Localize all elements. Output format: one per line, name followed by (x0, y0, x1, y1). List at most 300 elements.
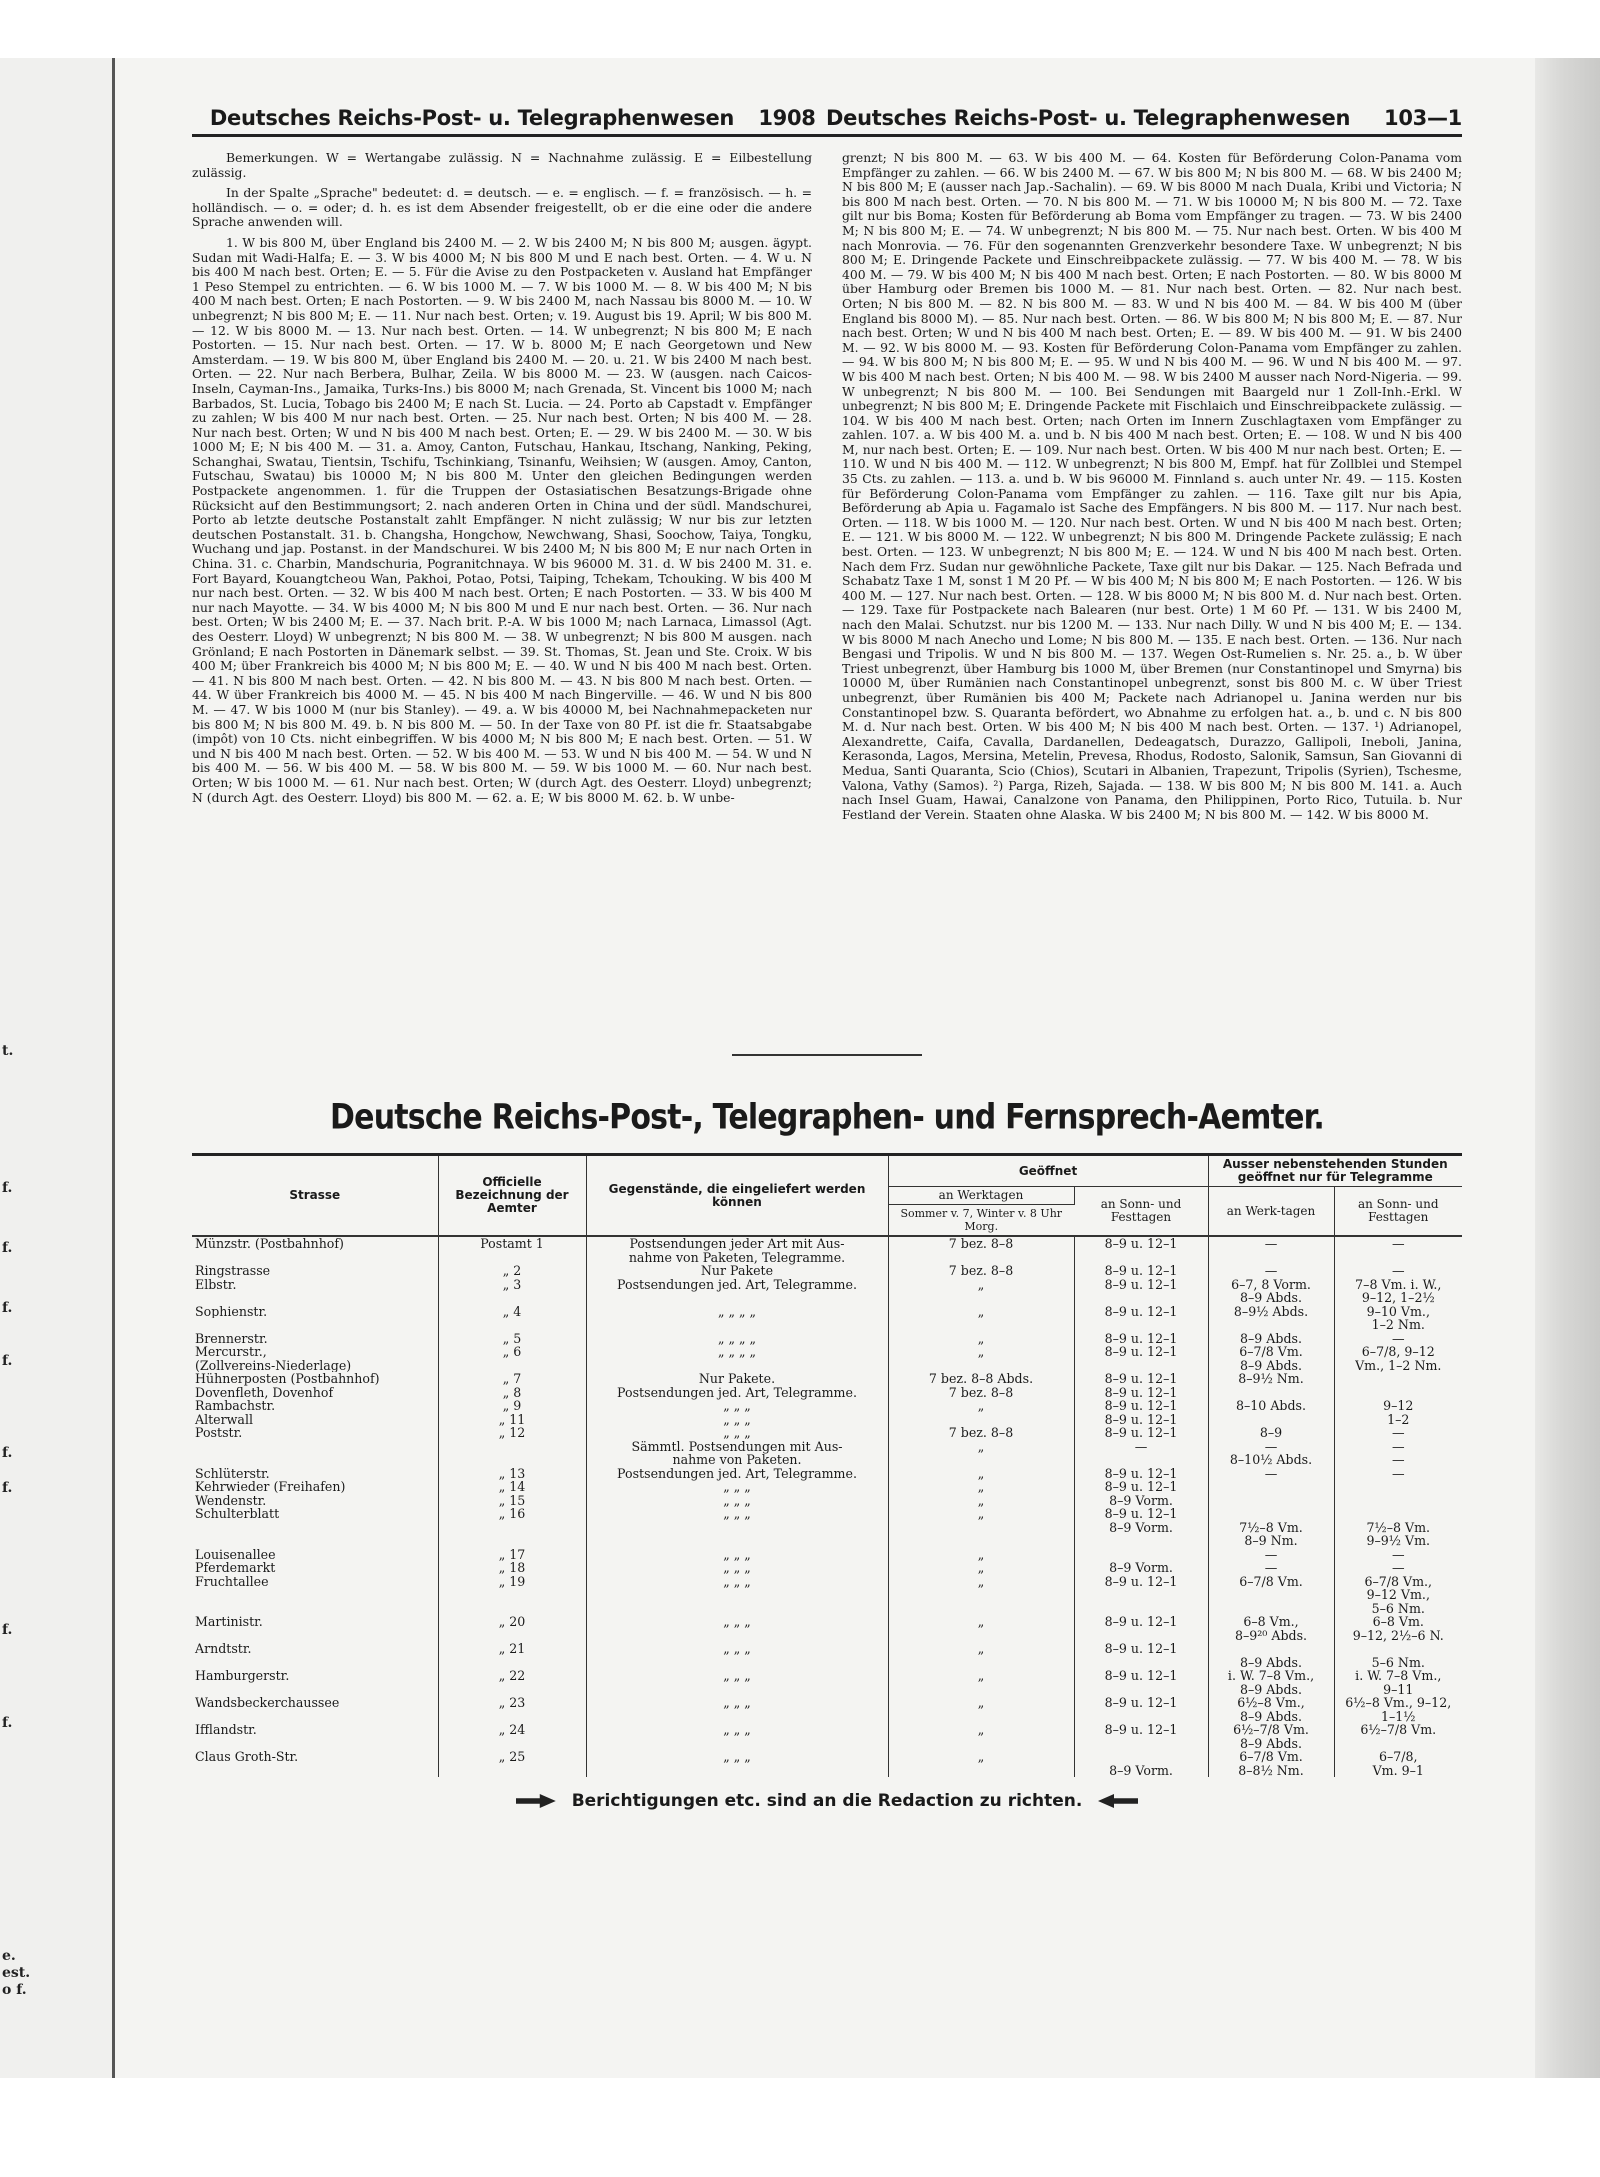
cell-official: „ 24 (438, 1723, 586, 1737)
cell-street: Rambachstr. (192, 1399, 438, 1413)
cell-items (586, 1737, 888, 1751)
cell-official: „ 25 (438, 1750, 586, 1764)
cell-extra-weekdays: 8–9 Abds. (1208, 1332, 1334, 1346)
cell-extra-weekdays: 8–9 Abds. (1208, 1656, 1334, 1670)
cell-sundays: 8–9 Vorm. (1074, 1764, 1208, 1778)
cell-extra-sundays: 7–8 Vm. i. W., (1355, 1276, 1442, 1292)
cell-official: „ 7 (438, 1372, 586, 1386)
table-row (192, 1548, 1462, 1562)
cell-extra-sundays: 6–7/8, (1378, 1749, 1418, 1764)
cell-weekdays: 7 bez. 8–8 (888, 1426, 1074, 1440)
cell-weekdays (888, 1453, 1074, 1467)
cell-extra-sundays: 6–8 Vm. (1372, 1614, 1424, 1629)
cell-sundays (1074, 1291, 1208, 1305)
cell-street: Martinistr. (192, 1615, 438, 1629)
cell-official (438, 1251, 586, 1265)
table-row (192, 1359, 1462, 1373)
cell-street: Alterwall (192, 1413, 438, 1427)
cell-items: „ „ „ (586, 1548, 888, 1562)
table-row (192, 1575, 1462, 1589)
cell-weekdays (888, 1737, 1074, 1751)
header-right-title: Deutsches Reichs-Post- u. Telegraphenwesen (826, 106, 1351, 130)
table-row (192, 1332, 1462, 1346)
table-row (192, 1750, 1462, 1764)
cell-extra-sundays: 9–12, 2½–6 N. (1352, 1627, 1444, 1643)
cell-extra-sundays: 9–10 Vm., (1366, 1303, 1430, 1319)
cell-items: Sämmtl. Postsendungen mit Aus- (586, 1440, 888, 1454)
cell-extra-weekdays (1208, 1480, 1334, 1494)
header-extra-weekdays: an Werk-tagen (1208, 1187, 1334, 1237)
cell-official (438, 1710, 586, 1724)
cell-extra-sundays: 9–12 (1383, 1398, 1414, 1413)
cell-extra-sundays: 1–2 Nm. (1371, 1317, 1425, 1332)
cell-street: Kehrwieder (Freihafen) (192, 1480, 438, 1494)
cell-extra-sundays (1334, 1642, 1462, 1656)
cell-official (438, 1602, 586, 1616)
cell-street (192, 1710, 438, 1724)
table-row (192, 1615, 1462, 1629)
cell-extra-weekdays: 6–7/8 Vm. (1208, 1575, 1334, 1589)
table-row (192, 1764, 1462, 1778)
cell-items (586, 1710, 888, 1724)
cell-official (438, 1737, 586, 1751)
cell-items (586, 1683, 888, 1697)
cell-extra-sundays: Vm. 9–1 (1372, 1762, 1424, 1778)
header-season: Sommer v. 7, Winter v. 8 Uhr Morg. (888, 1205, 1074, 1237)
cell-extra-weekdays: — (1208, 1561, 1334, 1575)
cell-weekdays: „ (888, 1642, 1074, 1656)
margin-mark: f. (2, 1622, 13, 1638)
cell-items: nahme von Paketen, Telegramme. (586, 1251, 888, 1265)
cell-street: Ifflandstr. (192, 1723, 438, 1737)
cell-extra-weekdays: 8–9 (1208, 1426, 1334, 1440)
table-row (192, 1737, 1462, 1751)
cell-official (438, 1318, 586, 1332)
cell-official: „ 12 (438, 1426, 586, 1440)
header-left-title: Deutsches Reichs-Post- u. Telegraphenwesen (209, 106, 735, 130)
cell-items: „ „ „ „ (586, 1345, 888, 1359)
cell-official (438, 1683, 586, 1697)
table-row (192, 1278, 1462, 1292)
cell-street (192, 1453, 438, 1467)
cell-weekdays: „ (888, 1278, 1074, 1292)
cell-extra-weekdays (1208, 1413, 1334, 1427)
cell-sundays: 8–9 Vorm. (1074, 1521, 1208, 1535)
cell-official: „ 14 (438, 1480, 586, 1494)
notes-column-left (192, 151, 812, 1026)
cell-street (192, 1521, 438, 1535)
cell-extra-sundays: — (1391, 1438, 1405, 1454)
cell-items: „ „ „ (586, 1615, 888, 1629)
cell-extra-weekdays: 8–9 Nm. (1208, 1534, 1334, 1548)
cell-official: „ 5 (438, 1332, 586, 1346)
table-row (192, 1656, 1462, 1670)
cell-extra-sundays: — (1391, 1546, 1405, 1562)
cell-official: „ 13 (438, 1467, 586, 1481)
cell-extra-sundays (1334, 1251, 1462, 1265)
cell-extra-weekdays: 8–9 Abds. (1208, 1359, 1334, 1373)
margin-mark: f. (2, 1445, 13, 1461)
cell-official: „ 3 (438, 1278, 586, 1292)
table-row (192, 1467, 1462, 1481)
cell-extra-weekdays: 6–7/8 Vm. (1208, 1750, 1334, 1764)
table-row (192, 1386, 1462, 1400)
table-title: Deutsche Reichs-Post-, Telegraphen- und Fernsprech-Aemter. (330, 1097, 1324, 1138)
cell-weekdays: „ (888, 1399, 1074, 1413)
page-edge-shadow (1535, 58, 1600, 2078)
cell-items (586, 1602, 888, 1616)
margin-mark: o f. (2, 1982, 27, 1998)
cell-official: „ 22 (438, 1669, 586, 1683)
cell-street (192, 1251, 438, 1265)
cell-street (192, 1683, 438, 1697)
cell-official (438, 1453, 586, 1467)
header-open-weekdays: an Werktagen (888, 1187, 1074, 1205)
notes-columns (192, 151, 1462, 1026)
cell-items (586, 1521, 888, 1535)
cell-sundays: — (1074, 1440, 1208, 1454)
table-row (192, 1710, 1462, 1724)
cell-official (438, 1534, 586, 1548)
notes-footnotes-1: 1. W bis 800 M, über England bis 2400 M. — 2. W bis 2400 M; N bis 800 M; ausgen. ägypt. Sudan mit Wadi-Halfa; E. — 3. W bis 4000 M; N bis 800 M und E nach best. Orten. — 4. W u. N bis 400 M nach best. Orten; E. — 5. Für die Avise zu den Postpacketen v. Ausland hat Empfänger 1 Peso Stempel zu entrichten. — 6. W bis 1000 M. — 7. W bis 1000 M. — 8. W bis 400 M; N bis 400 M nach best. Orten; E nach Postorten. — 9. W bis 2400 M, nach Nassau bis 8000 M. — 10. W unbegrenzt; N bis 800 M; E. — 11. Nur nach best. Orten; v. 19. August bis 19. April; W bis 800 M. — 12. W bis 8000 M. — 13. Nur nach best. Orten. — 14. W unbegrenzt; N bis 800 M; E nach Postorten. — 15. Nur nach best. Orten. — 17. W b. 8000 M; E nach Georgetown und New Amsterdam. — 19. W bis 800 M, über England bis 2400 M. — 20. u. 21. W bis 2400 M nach best. Orten. — 22. Nur nach Berbera, Bulhar, Zeila. W bis 8000 M. — 23. W (ausgen. nach Caicos-Inseln, Cayman-Ins., Jamaika, Turks-Ins.) bis 8000 M; nach Grenada, St. Vincent bis 1000 M; nach Barbados, St. Lucia, Tobago bis 2400 M; E nach St. Lucia. — 24. Porto ab Capstadt v. Empfänger zu zahlen; W bis 400 M nur nach best. Orten. — 25. Nur nach best. Orten; N bis 400 M. — 28. Nur nach best. Orten; W und N bis 400 M nach best. Orten; E. — 29. W bis 2400 M. — 30. W bis 1000 M; E; N bis 400 M. — 31. a. Amoy, Canton, Futschau, Hankau, Itschang, Nanking, Peking, Schanghai, Swatau, Tientsin, Tschifu, Tschinkiang, Tsinanfu, Weihsien; W (ausgen. Amoy, Canton, Futschau, Swatau) bis 10000 M; N bis 800 M. Unter den gleichen Bedingungen werden Postpackete angenommen. 1. für die Truppen der Ostasiatischen Besatzungs-Brigade ohne Rücksicht auf den Bestimmungsort; 2. nach anderen Orten in China und der südl. Mandschurei, Porto ab letzte deutsche Postanstalt zahlt Empfänger. N nicht zulässig; W nur bis zur letzten deutschen Postanstalt. 31. b. Changsha, Hongchow, Newchwang, Shasi, Soochow, Taiya, Tongku, Wuchang und jap. Postanst. in der Mandschurei. W bis 2400 M; N bis 800 M; E nur nach Orten in China. 31. c. Charbin, Mandschuria, Pogranitchnaya. W bis 96000 M. 31. d. W bis 2400 M. 31. e. Fort Bayard, Kouangtcheou Wan, Pakhoi, Potao, Potsi, Taiping, Tchekam, Tchouking. W bis 400 M nur nach best. Orten. — 32. W bis 400 M nach best. Orten; E nach Postorten. — 33. W bis 400 M nur nach Mayotte. — 34. W bis 4000 M; N bis 800 M und E nur nach best. Orten. — 36. Nur nach best. Orten; W bis 2400 M; E. — 37. Nach brit. P.-A. W bis 1000 M; nach Larnaca, Limassol (Agt. des Oesterr. Lloyd) W unbegrenzt; N bis 800 M. — 38. W unbegrenzt; N bis 800 M ausgen. nach Grönland; E nach Postorten in Dänemark selbst. — 39. St. Thomas, St. Jean und Ste. Croix. W bis 400 M; über Frankreich bis 4000 M; N bis 800 M; E. — 40. W und N bis 400 M nach best. Orten. — 41. N bis 800 M nach best. Orten. — 42. N bis 800 M. — 43. N bis 800 M nach best. Orten. — 44. W über Frankreich bis 4000 M. — 45. N bis 400 M nach Bingerville. — 46. W und N bis 800 M. — 47. W bis 1000 M (nur bis Stanley). — 49. a. W bis 40000 M, bei Nachnahmepacketen nur bis 800 M; N bis 800 M. 49. b. N bis 800 M. — 50. In der Taxe von 80 Pf. ist die fr. Staatsabgabe (impôt) von 10 Cts. nicht einbegriffen. W bis 4000 M; N bis 800 M; E nach best. Orten. — 51. W und N bis 400 M nach best. Orten. — 52. W bis 400 M. — 53. W und N bis 400 M. — 54. W und N bis 400 M. — 56. W bis 400 M. — 58. W bis 800 M. — 59. W bis 1000 M. — 60. Nur nach best. Orten; W bis 1000 M. — 61. Nur nach best. Orten; W (durch Agt. des Oesterr. Lloyd) unbegrenzt; N (durch Agt. des Oesterr. Lloyd) bis 800 M. — 62. a. E; W bis 8000 M. 62. b. W unbe- (192, 234, 812, 805)
cell-street: Pferdemarkt (192, 1561, 438, 1575)
header-street: Strasse (192, 1156, 438, 1236)
cell-extra-sundays: — (1391, 1236, 1405, 1251)
cell-sundays (1074, 1683, 1208, 1697)
cell-extra-weekdays: 6½–7/8 Vm. (1208, 1723, 1334, 1737)
cell-extra-sundays (1334, 1507, 1462, 1521)
cell-items: „ „ „ (586, 1642, 888, 1656)
cell-sundays: 8–9 u. 12–1 (1074, 1696, 1208, 1710)
table-row (192, 1696, 1462, 1710)
section-divider (732, 1054, 922, 1056)
cell-street: Schlüterstr. (192, 1467, 438, 1481)
cell-extra-sundays (1334, 1737, 1462, 1751)
cell-sundays: 8–9 u. 12–1 (1074, 1305, 1208, 1319)
table-row (192, 1372, 1462, 1386)
post-offices-table-wrap (192, 1153, 1462, 1777)
header-items: Gegenstände, die eingeliefert werden können (586, 1156, 888, 1236)
cell-extra-sundays: 9–12 Vm., (1366, 1587, 1430, 1602)
cell-items (586, 1291, 888, 1305)
cell-street: Hamburgerstr. (192, 1669, 438, 1683)
cell-items: „ „ „ (586, 1413, 888, 1427)
cell-official: „ 19 (438, 1575, 586, 1589)
cell-extra-weekdays: 7½–8 Vm. (1208, 1521, 1334, 1535)
cell-official (438, 1359, 586, 1373)
cell-weekdays (888, 1521, 1074, 1535)
cell-extra-weekdays: — (1208, 1467, 1334, 1481)
cell-items: „ „ „ (586, 1480, 888, 1494)
cell-extra-weekdays: 6–7, 8 Vorm. (1208, 1278, 1334, 1292)
cell-weekdays (888, 1764, 1074, 1778)
margin-mark: f. (2, 1240, 13, 1256)
margin-mark: t. (2, 1043, 14, 1059)
cell-sundays: 8–9 u. 12–1 (1074, 1480, 1208, 1494)
cell-extra-sundays: Vm., 1–2 Nm. (1355, 1357, 1442, 1373)
cell-items: Postsendungen jed. Art, Telegramme. (586, 1386, 888, 1400)
notes-footnotes-2: grenzt; N bis 800 M. — 63. W bis 400 M. — 64. Kosten für Beförderung Colon-Panama vom Empfänger zu zahlen. — 66. W bis 2400 M. — 67. W bis 800 M; N bis 800 M. — 68. W bis 2400 M; N bis 800 M; E (ausser nach Jap.-Sachalin). — 69. W bis 8000 M nach Duala, Kribi und Victoria; N bis 800 M nach best. Orten. — 70. N bis 800 M. — 71. W bis 10000 M; N bis 800 M. — 72. Taxe gilt nur bis Boma; Kosten für Beförderung ab Boma vom Empfänger zu tragen. — 73. W bis 2400 M; N bis 800 M; E. — 74. W unbegrenzt; N bis 800 M. — 75. Nur nach best. Orten. W bis 400 M nach Monrovia. — 76. Für den sogenannten Grenzverkehr besondere Taxe. W unbegrenzt; N bis 800 M; E. Dringende Packete und Einschreibpackete zulässig. — 77. W bis 400 M. — 78. W bis 400 M. — 79. W bis 400 M; N bis 400 M nach best. Orten; E nach Postorten. — 80. W bis 8000 M über Hamburg oder Bremen bis 1000 M. — 81. Nur nach best. Orten. — 82. Nur nach best. Orten; N bis 800 M. — 82. N bis 800 M. — 83. W und N bis 400 M. — 84. W bis 400 M (über England bis 8000 M). — 85. Nur nach best. Orten. — 86. W bis 800 M; N bis 800 M; E. — 87. Nur nach best. Orten; W und N bis 400 M nach best. Orten; E. — 89. W bis 400 M. — 91. W bis 2400 M. — 92. W bis 8000 M. — 93. Kosten für Beförderung Colon-Panama vom Empfänger zu zahlen. — 94. W bis 800 M; N bis 800 M; E. — 95. W und N bis 400 M. — 96. W und N bis 400 M. — 97. W bis 400 M nach best. Orten; N bis 400 M. — 98. W bis 2400 M ausser nach Nord-Nigeria. — 99. W unbegrenzt; N bis 800 M. — 100. Bei Sendungen mit Baargeld nur 1 Zoll-Inh.-Erkl. W unbegrenzt; N bis 800 M; E. Dringende Packete mit Fischlaich und Einschreibpackete zulässig. — 104. W bis 400 M nach best. Orten; nach Orten im Innern Zuschlagtaxen vom Empfänger zu zahlen. 107. a. W bis 400 M. a. und b. N bis 400 M nach best. Orten; E. — 108. W und N bis 400 M, nur nach best. Orten; E. — 109. Nur nach best. Orten. W bis 400 M nur nach best. Orten; E. — 110. W und N bis 400 M. — 112. W unbegrenzt; N bis 800 M, Empf. hat für Zollblei und Stempel 35 Cts. zu zahlen. — 113. a. und b. W bis 96000 M. Finnland s. auch unter Nr. 49. — 115. Kosten für Beförderung Colon-Panama vom Empfänger zu zahlen. — 116. Taxe gilt nur bis Apia, Beförderung ab Apia u. Fagamalo ist Sache des Empfängers. N bis 800 M. — 117. Nur nach best. Orten. — 118. W bis 1000 M. — 120. Nur nach best. Orten. W und N bis 400 M nach best. Orten; E. — 121. W bis 8000 M. — 122. W unbegrenzt; N bis 800 M. Dringende Packete zulässig; E nach best. Orten. — 123. W unbegrenzt; N bis 800 M; E. — 124. W und N bis 400 M nach best. Orten. Nach dem Frz. Sudan nur gewöhnliche Packete, Taxe gilt nur bis Dakar. — 125. Nach Befrada und Schabatz Taxe 1 M, sonst 1 M 20 Pf. — W bis 400 M; N bis 800 M; E nach Postorten. — 126. W bis 400 M. — 127. Nur nach best. Orten. — 128. W bis 8000 M; N bis 800 M. d. Nur nach best. Orten. — 129. Taxe für Postpackete nach Balearen (nur best. Orte) 1 M 60 Pf. — 131. W bis 2400 M, nach den Malai. Schutzst. nur bis 1200 M. — 133. Nur nach Dilly. W und N bis 400 M; E. — 134. W bis 8000 M nach Anecho und Lome; N bis 800 M. — 135. E nach best. Orten. — 136. Nur nach Bengasi und Tripolis. W und N bis 800 M. — 137. Wegen Ost-Rumelien s. Nr. 25. a., b. W über Triest unbegrenzt, über Hamburg bis 1000 M, über Bremen (nur Constantinopel und Smyrna) bis 10000 M, über Rumänien nach Constantinopel unbegrenzt, sonst bis 800 M. c. W über Triest unbegrenzt, über Rumänien bis 400 M; Packete nach Adrianopel u. Janina werden nur bis Constantinopel bzw. S. Quaranta befördert, wo Abnahme zu erfolgen hat. a., b. und c. N bis 800 M. d. Nur nach best. Orten. W bis 400 M; N bis 400 M nach best. Orten. — 137. ¹) Adrianopel, Alexandrette, Caifa, Cavalla, Dardanellen, Dedeagatsch, Durazzo, Gallipoli, Ineboli, Janina, Kerasonda, Lagos, Mersina, Metelin, Prevesa, Rhodus, Rodosto, Salonik, Samsun, San Giovanni di Medua, Santi Quaranta, Scio (Chios), Scutari in Albanien, Trapezunt, Tripolis (Syrien), Tschesme, Valona, Vathy (Samos). ²) Parga, Rizeh, Sajada. — 138. W bis 800 M; N bis 800 M. 141. a. Auch nach Insel Guam, Hawai, Canalzone von Panama, den Philippinen, Porto Rico, Tutuila. b. Nur Festland der Verein. Staaten ohne Alaska. W bis 2400 M; N bis 800 M. — 142. W bis 8000 M. (842, 151, 1462, 822)
cell-weekdays: 7 bez. 8–8 (888, 1386, 1074, 1400)
cell-official (438, 1629, 586, 1643)
cell-extra-weekdays: 8–8½ Nm. (1208, 1764, 1334, 1778)
table-row (192, 1723, 1462, 1737)
cell-sundays (1074, 1534, 1208, 1548)
cell-weekdays: „ (888, 1561, 1074, 1575)
cell-sundays: 8–9 u. 12–1 (1074, 1575, 1208, 1589)
cell-weekdays: „ (888, 1723, 1074, 1737)
cell-items: „ „ „ (586, 1723, 888, 1737)
pointing-hand-icon (516, 1794, 556, 1808)
cell-weekdays (888, 1251, 1074, 1265)
cell-items: Postsendungen jed. Art, Telegramme. (586, 1467, 888, 1481)
cell-extra-sundays: — (1391, 1330, 1405, 1346)
cell-official: „ 2 (438, 1264, 586, 1278)
cell-extra-weekdays: 8–9 Abds. (1208, 1710, 1334, 1724)
cell-extra-weekdays: i. W. 7–8 Vm., (1208, 1669, 1334, 1683)
cell-extra-weekdays: 8–10 Abds. (1208, 1399, 1334, 1413)
cell-street (192, 1291, 438, 1305)
table-row (192, 1453, 1462, 1467)
scan-bottom-margin (0, 2078, 1600, 2177)
cell-weekdays: „ (888, 1345, 1074, 1359)
cell-items (586, 1764, 888, 1778)
cell-sundays: 8–9 u. 12–1 (1074, 1467, 1208, 1481)
cell-sundays: 8–9 u. 12–1 (1074, 1507, 1208, 1521)
table-row (192, 1264, 1462, 1278)
header-official: Officielle Bezeichnung der Aemter (438, 1156, 586, 1236)
cell-sundays (1074, 1629, 1208, 1643)
cell-extra-sundays (1334, 1480, 1462, 1494)
cell-items (586, 1629, 888, 1643)
table-row (192, 1399, 1462, 1413)
cell-extra-weekdays: 8–9 Abds. (1208, 1291, 1334, 1305)
header-extra-sundays: an Sonn- und Festtagen (1334, 1187, 1462, 1237)
cell-extra-sundays: — (1391, 1452, 1405, 1467)
cell-weekdays (888, 1359, 1074, 1373)
margin-mark: f. (2, 1715, 13, 1731)
cell-sundays (1074, 1359, 1208, 1373)
cell-sundays (1074, 1656, 1208, 1670)
cell-sundays: 8–9 u. 12–1 (1074, 1413, 1208, 1427)
cell-street: Dovenfleth, Dovenhof (192, 1386, 438, 1400)
header-open-sundays: an Sonn- und Festtagen (1074, 1187, 1208, 1237)
cell-official: „ 9 (438, 1399, 586, 1413)
cell-street (192, 1318, 438, 1332)
cell-sundays (1074, 1750, 1208, 1764)
cell-street (192, 1588, 438, 1602)
margin-mark: est. (2, 1965, 31, 1981)
cell-street (192, 1602, 438, 1616)
post-offices-table-body (192, 1236, 1462, 1777)
scan-top-margin (0, 0, 1600, 58)
cell-items: Postsendungen jeder Art mit Aus- (586, 1236, 888, 1251)
table-row (192, 1480, 1462, 1494)
cell-street: Louisenallee (192, 1548, 438, 1562)
notes-column-right (842, 151, 1462, 1026)
cell-weekdays: „ (888, 1669, 1074, 1683)
cell-extra-sundays: — (1391, 1465, 1405, 1481)
cell-weekdays (888, 1629, 1074, 1643)
cell-official: „ 11 (438, 1413, 586, 1427)
cell-official: „ 4 (438, 1305, 586, 1319)
table-row (192, 1236, 1462, 1251)
cell-weekdays (888, 1318, 1074, 1332)
cell-weekdays: „ (888, 1548, 1074, 1562)
cell-items (586, 1359, 888, 1373)
cell-items (586, 1588, 888, 1602)
cell-sundays: 8–9 Vorm. (1074, 1561, 1208, 1575)
cell-street (192, 1764, 438, 1778)
corrections-note (192, 1791, 1462, 1811)
previous-page-strip (0, 58, 115, 2078)
corrections-note-text: Berichtigungen etc. sind an die Redaction zu richten. (571, 1791, 1083, 1811)
cell-street: Ringstrasse (192, 1264, 438, 1278)
cell-sundays: 8–9 u. 12–1 (1074, 1332, 1208, 1346)
table-row (192, 1305, 1462, 1319)
table-row (192, 1629, 1462, 1643)
cell-official (438, 1521, 586, 1535)
cell-street: Münzstr. (Postbahnhof) (192, 1236, 438, 1251)
header-extra: Ausser nebenstehenden Stunden geöffnet nur für Telegramme (1208, 1156, 1462, 1187)
cell-sundays (1074, 1588, 1208, 1602)
table-row (192, 1440, 1462, 1454)
cell-sundays: 8–9 u. 12–1 (1074, 1386, 1208, 1400)
table-row (192, 1588, 1462, 1602)
cell-official (438, 1588, 586, 1602)
cell-street: Brennerstr. (192, 1332, 438, 1346)
cell-official: „ 23 (438, 1696, 586, 1710)
cell-street: Wendenstr. (192, 1494, 438, 1508)
cell-official: „ 18 (438, 1561, 586, 1575)
cell-extra-weekdays: 8–9²⁰ Abds. (1208, 1629, 1334, 1643)
cell-street: (Zollvereins-Niederlage) (192, 1359, 438, 1373)
cell-items: „ „ „ (586, 1399, 888, 1413)
cell-items: „ „ „ (586, 1561, 888, 1575)
cell-street (192, 1440, 438, 1454)
cell-extra-weekdays: 8–9½ Nm. (1208, 1372, 1334, 1386)
cell-extra-sundays: 9–9½ Vm. (1366, 1533, 1431, 1548)
pointing-hand-icon (1098, 1794, 1138, 1808)
cell-sundays: 8–9 u. 12–1 (1074, 1723, 1208, 1737)
cell-items (586, 1656, 888, 1670)
cell-weekdays (888, 1683, 1074, 1697)
cell-extra-weekdays (1208, 1318, 1334, 1332)
cell-extra-weekdays (1208, 1494, 1334, 1508)
cell-items: „ „ „ (586, 1507, 888, 1521)
cell-official: „ 21 (438, 1642, 586, 1656)
cell-official: „ 20 (438, 1615, 586, 1629)
cell-items (586, 1534, 888, 1548)
cell-items: nahme von Paketen. (586, 1453, 888, 1467)
cell-sundays (1074, 1453, 1208, 1467)
table-row (192, 1561, 1462, 1575)
cell-official: Postamt 1 (438, 1236, 586, 1251)
cell-extra-sundays: 5–6 Nm. (1371, 1600, 1425, 1616)
cell-extra-sundays (1334, 1372, 1462, 1386)
notes-language: In der Spalte „Sprache" bedeutet: d. = deutsch. — e. = englisch. — f. = französisch. — h. = holländisch. — o. = oder; d. h. es ist dem Absender freigestellt, ob er die eine oder die andere Sprache anwenden will. (192, 185, 812, 230)
cell-official: „ 17 (438, 1548, 586, 1562)
cell-sundays: 8–9 u. 12–1 (1074, 1278, 1208, 1292)
cell-items: „ „ „ (586, 1669, 888, 1683)
notes-remarks: Bemerkungen. W = Wertangabe zulässig. N = Nachnahme zulässig. E = Eilbestellung zulässig. (192, 151, 812, 180)
cell-extra-sundays: 9–12, 1–2½ (1361, 1290, 1435, 1305)
cell-extra-sundays: 6½–7/8 Vm. (1360, 1722, 1437, 1737)
cell-street: Hühnerposten (Postbahnhof) (192, 1372, 438, 1386)
post-offices-table (192, 1156, 1462, 1777)
cell-street (192, 1737, 438, 1751)
cell-weekdays (888, 1656, 1074, 1670)
cell-street: Arndtstr. (192, 1642, 438, 1656)
cell-sundays: 8–9 u. 12–1 (1074, 1345, 1208, 1359)
running-header (192, 100, 1462, 137)
cell-official (438, 1764, 586, 1778)
cell-street: Poststr. (192, 1426, 438, 1440)
cell-extra-weekdays: — (1208, 1548, 1334, 1562)
table-row (192, 1534, 1462, 1548)
cell-weekdays (888, 1710, 1074, 1724)
cell-weekdays: „ (888, 1615, 1074, 1629)
margin-mark: f. (2, 1480, 13, 1496)
cell-extra-sundays: 1–2 (1387, 1411, 1410, 1427)
table-row (192, 1426, 1462, 1440)
cell-weekdays: „ (888, 1575, 1074, 1589)
cell-official (438, 1656, 586, 1670)
cell-weekdays (888, 1534, 1074, 1548)
cell-extra-sundays (1334, 1494, 1462, 1508)
cell-items: „ „ „ (586, 1426, 888, 1440)
cell-official (438, 1440, 586, 1454)
cell-weekdays (888, 1413, 1074, 1427)
table-row (192, 1251, 1462, 1265)
cell-extra-sundays: 7½–8 Vm. (1366, 1519, 1431, 1535)
cell-extra-sundays: 9–11 (1383, 1681, 1414, 1697)
cell-weekdays (888, 1602, 1074, 1616)
cell-extra-weekdays: 8–10½ Abds. (1208, 1453, 1334, 1467)
cell-street (192, 1656, 438, 1670)
cell-street: Wandsbeckerchaussee (192, 1696, 438, 1710)
cell-street: Fruchtallee (192, 1575, 438, 1589)
cell-weekdays: „ (888, 1507, 1074, 1521)
cell-street: Elbstr. (192, 1278, 438, 1292)
cell-sundays: 8–9 u. 12–1 (1074, 1264, 1208, 1278)
cell-sundays: 8–9 u. 12–1 (1074, 1236, 1208, 1251)
table-row (192, 1507, 1462, 1521)
cell-sundays (1074, 1710, 1208, 1724)
header-open: Geöffnet (888, 1156, 1208, 1187)
cell-sundays (1074, 1318, 1208, 1332)
table-row (192, 1318, 1462, 1332)
cell-official: „ 16 (438, 1507, 586, 1521)
cell-extra-weekdays: — (1208, 1440, 1334, 1454)
cell-extra-weekdays: 8–9 Abds. (1208, 1737, 1334, 1751)
table-row (192, 1669, 1462, 1683)
cell-extra-sundays: — (1391, 1263, 1405, 1278)
cell-official: „ 6 (438, 1345, 586, 1359)
cell-extra-sundays: 6–7/8, 9–12 (1361, 1344, 1435, 1359)
cell-sundays (1074, 1251, 1208, 1265)
cell-items: Postsendungen jed. Art, Telegramme. (586, 1278, 888, 1292)
cell-sundays: 8–9 u. 12–1 (1074, 1426, 1208, 1440)
cell-extra-sundays: 6½–8 Vm., 9–12, (1345, 1695, 1452, 1710)
cell-official: „ 8 (438, 1386, 586, 1400)
cell-weekdays: 7 bez. 8–8 Abds. (888, 1372, 1074, 1386)
margin-mark: f. (2, 1353, 13, 1369)
cell-items: Nur Pakete. (586, 1372, 888, 1386)
cell-sundays (1074, 1602, 1208, 1616)
cell-extra-weekdays: 8–9 Abds. (1208, 1683, 1334, 1697)
cell-items: „ „ „ „ (586, 1332, 888, 1346)
